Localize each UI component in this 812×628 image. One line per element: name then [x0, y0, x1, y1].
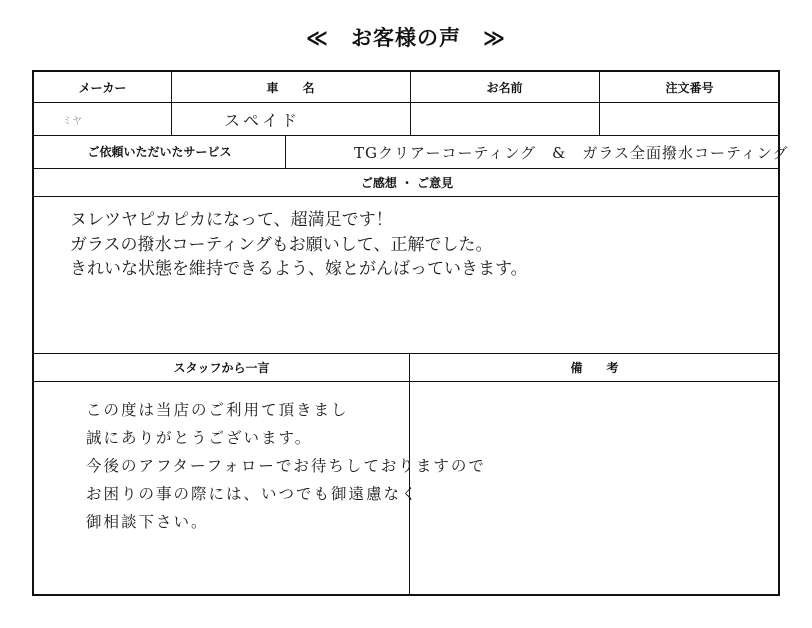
car-name-value: スペイド — [224, 111, 301, 130]
staff-comment-line: この度は当店のご利用て頂きまし — [86, 401, 349, 419]
customer-voice-form — [32, 70, 789, 596]
maker-value: ミヤ — [62, 116, 82, 127]
impressions-line: ガラスの撥水コーティングもお願いして、正解でした。 — [70, 234, 493, 255]
maker-header: メーカー — [78, 80, 127, 95]
staff-comment-header: スタッフから一言 — [173, 360, 270, 375]
staff-comment-line: 今後のアフターフォローでお待ちしておりますので — [86, 457, 486, 475]
car-name-header: 車 名 — [266, 80, 315, 95]
impressions-header: ご感想 ・ ご意見 — [360, 175, 454, 190]
page-title: ≪ お客様の声 ≫ — [306, 26, 506, 50]
impressions-line: ヌレツヤピカピカになって、超満足です！ — [70, 210, 393, 230]
staff-comment-line: お困りの事の際には、いつでも御遠慮なく — [86, 485, 419, 503]
service-header: ご依頼いただいたサービス — [87, 145, 232, 159]
impressions-text — [70, 208, 528, 282]
remarks-header: 備 考 — [570, 360, 619, 375]
staff-comment-text — [86, 396, 486, 536]
impressions-line: きれいな状態を維持できるよう、嫁とがんばっていきます。 — [70, 259, 528, 279]
row-divider — [34, 381, 778, 382]
service-value: TGクリアーコーティング & ガラス全面撥水コーティング — [354, 144, 789, 162]
row-divider — [34, 196, 778, 197]
order-number-header: 注文番号 — [665, 80, 714, 95]
row-divider — [34, 102, 778, 103]
staff-comment-line: 御相談下さい。 — [86, 513, 209, 531]
staff-comment-line: 誠にありがとうございます。 — [86, 429, 313, 447]
customer-name-header: お名前 — [486, 80, 523, 95]
col-divider — [285, 135, 286, 168]
